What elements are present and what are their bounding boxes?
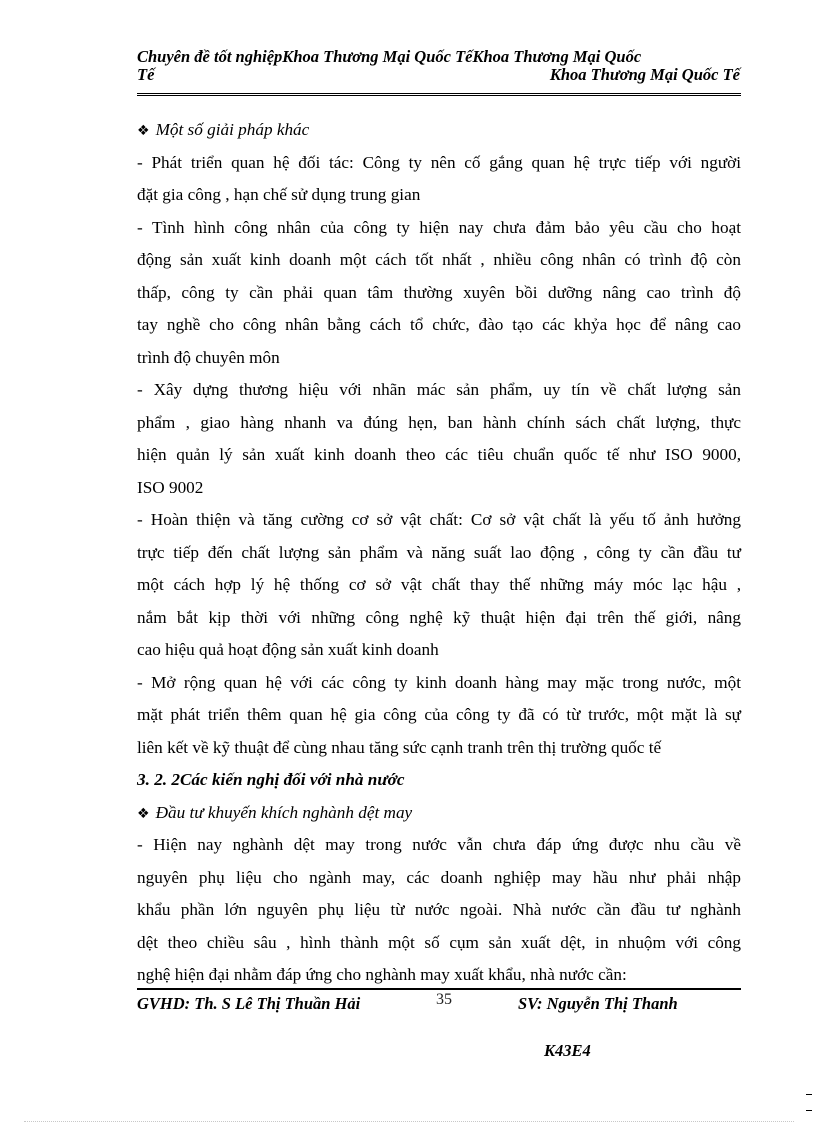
paragraph-line: trình độ chuyên môn <box>137 347 280 367</box>
paragraph-line: - Hoàn thiện và tăng cường cơ sở vật chất: Cơ sở vật chất là yếu tố ảnh hưởng <box>137 510 741 529</box>
paragraph-line: ISO 9002 <box>137 477 204 497</box>
paragraph-line: tay nghề cho công nhân bằng cách tổ chức, đào tạo các khỷa học để nâng cao <box>137 315 741 334</box>
header-line-2-right: Khoa Thương Mại Quốc Tế <box>549 65 740 84</box>
paragraph-line: - Phát triển quan hệ đối tác: Công ty nên cố gắng quan hệ trực tiếp với người <box>137 152 741 172</box>
footer-supervisor: GVHD: Th. S Lê Thị Thuần Hải <box>137 994 361 1013</box>
header-line-1: Chuyên đề tốt nghiệpKhoa Thương Mại Quốc TếKhoa Thương Mại Quốc <box>137 47 642 66</box>
bullet-investment: ❖ Đầu tư khuyến khích nghành dệt may <box>137 802 413 822</box>
paragraph-line: nguyên phụ liệu cho ngành may, các doanh nghiệp may hầu như phải nhập <box>137 867 741 887</box>
page-number: 35 <box>436 991 452 1008</box>
section-heading: 3. 2. 2Các kiến nghị đối với nhà nước <box>137 770 405 789</box>
paragraph-line: hiện quản lý sản xuất kinh doanh theo các tiêu chuẩn quốc tế như ISO 9000, <box>137 445 741 464</box>
paragraph-line: đặt gia công , hạn chế sử dụng trung gian <box>137 185 421 204</box>
footer-rule <box>137 988 741 990</box>
document-body <box>137 114 741 992</box>
paragraph-line: phẩm , giao hàng nhanh va đúng hẹn, ban hành chính sách chất lượng, thực <box>137 412 741 432</box>
margin-tick <box>806 1094 812 1095</box>
paragraph-line: khẩu phần lớn nguyên phụ liệu từ nước ngoài. Nhà nước cần đầu tư nghành <box>137 900 741 919</box>
footer-class: K43E4 <box>544 1041 591 1060</box>
paragraph-line: cao hiệu quả hoạt động sản xuất kinh doanh <box>137 640 439 659</box>
paragraph-line: - Xây dựng thương hiệu với nhãn mác sản phẩm, uy tín về chất lượng sản <box>137 380 741 399</box>
paragraph-line: động sản xuất kinh doanh một cách tốt nhất , nhiều công nhân có trình độ còn <box>137 250 741 269</box>
paragraph-line: mặt phát triển thêm quan hệ gia công của công ty đã có từ trước, một mặt là sự <box>137 705 741 724</box>
page-header <box>137 48 740 84</box>
diamond-bullet-icon: ❖ <box>137 123 150 139</box>
paragraph-line: - Mở rộng quan hệ với các công ty kinh doanh hàng may mặc trong nước, một <box>137 672 741 692</box>
paragraph-line: - Hiện nay nghành dệt may trong nước vẫn chưa đáp ứng được nhu cầu về <box>137 835 741 854</box>
header-line-2 <box>137 66 740 84</box>
header-line-2-left: Tế <box>137 65 155 84</box>
paragraph-line: một cách hợp lý hệ thống cơ sở vật chất thay thế những máy móc lạc hậu , <box>137 575 741 594</box>
paragraph-line: dệt theo chiều sâu , hình thành một số cụm sản xuất dệt, in nhuộm với công <box>137 932 741 952</box>
paragraph-line: nghệ hiện đại nhằm đáp ứng cho nghành may xuất khẩu, nhà nước cần: <box>137 965 627 984</box>
paragraph-line: nắm bắt kịp thời với những công nghệ kỹ thuật hiện đại trên thế giới, nâng <box>137 607 741 627</box>
paragraph-line: thấp, công ty cần phải quan tâm thường xuyên bồi dưỡng nâng cao trình độ <box>137 282 741 302</box>
footer-student: SV: Nguyễn Thị Thanh <box>518 994 678 1013</box>
margin-tick <box>806 1110 812 1111</box>
page-bottom-border <box>24 1121 794 1122</box>
header-rule <box>137 93 741 96</box>
diamond-bullet-icon: ❖ <box>137 805 150 822</box>
bullet-other-solutions: ❖ Một số giải pháp khác <box>137 120 310 139</box>
paragraph-line: - Tình hình công nhân của công ty hiện nay chưa đảm bảo yêu cầu cho hoạt <box>137 217 741 237</box>
paragraph-line: trực tiếp đến chất lượng sản phẩm và năng suất lao động , công ty cần đầu tư <box>137 542 741 562</box>
paragraph-line: liên kết về kỹ thuật để cùng nhau tăng sức cạnh tranh trên thị trường quốc tế <box>137 737 662 757</box>
